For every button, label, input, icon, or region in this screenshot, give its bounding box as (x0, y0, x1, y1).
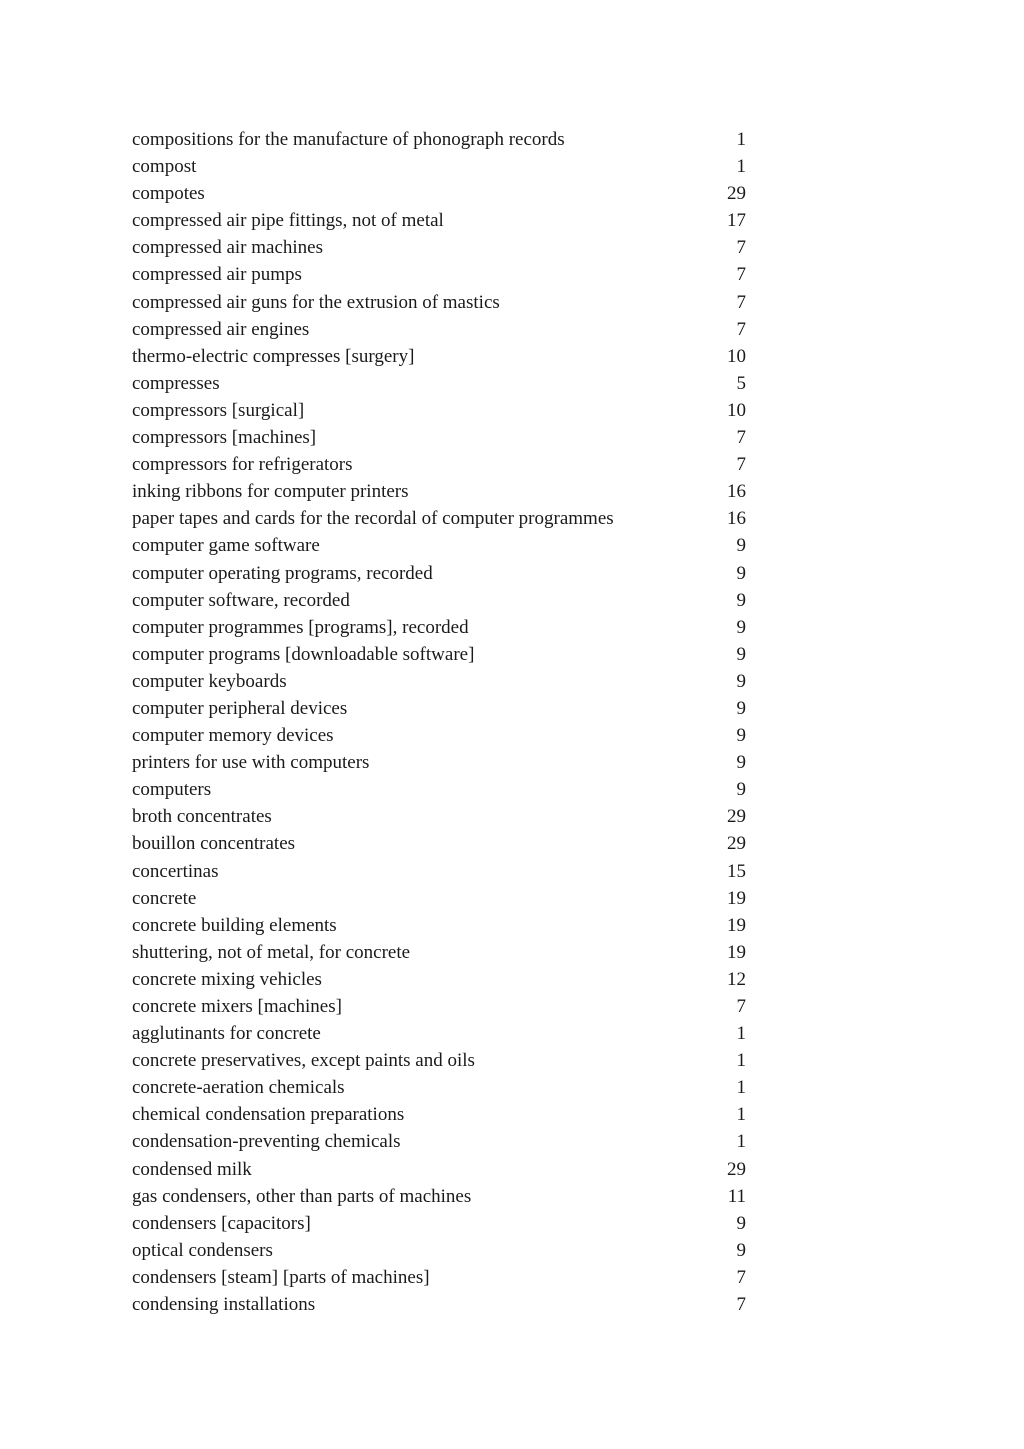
class-number: 7 (736, 1294, 746, 1316)
class-number: 1 (736, 1131, 746, 1153)
class-number: 1 (736, 1050, 746, 1072)
list-item (132, 641, 746, 668)
class-number: 7 (736, 427, 746, 449)
list-item (132, 180, 746, 207)
goods-term: shuttering, not of metal, for concrete (132, 941, 411, 963)
list-item (132, 668, 746, 695)
goods-term: computer peripheral devices (132, 697, 348, 719)
list-item (132, 126, 746, 153)
goods-term: chemical condensation preparations (132, 1104, 405, 1126)
class-number: 9 (736, 589, 746, 611)
goods-term: compotes (132, 183, 205, 205)
goods-term: concrete-aeration chemicals (132, 1077, 345, 1099)
list-item (132, 912, 746, 939)
class-number: 7 (736, 237, 746, 259)
list-item (132, 1074, 746, 1101)
goods-term: concrete mixers [machines] (132, 996, 342, 1017)
class-number: 19 (727, 941, 746, 963)
goods-term: paper tapes and cards for the recordal of computer programmes (132, 508, 614, 530)
class-number: 9 (736, 562, 746, 584)
class-number: 7 (736, 291, 746, 313)
class-number: 17 (727, 210, 746, 232)
class-number: 9 (736, 725, 746, 747)
goods-term: concrete mixing vehicles (132, 968, 322, 990)
list-item (132, 1264, 746, 1291)
class-number: 9 (736, 752, 746, 774)
class-number: 9 (736, 616, 746, 638)
goods-term: inking ribbons for computer printers (132, 481, 409, 503)
goods-term: compressed air guns for the extrusion of mastics (132, 291, 500, 313)
list-item (132, 370, 746, 397)
list-item (132, 505, 746, 532)
goods-term: compressed air engines (132, 318, 310, 340)
goods-term: concrete (132, 887, 197, 909)
goods-term: condensing installations (132, 1294, 316, 1316)
class-number: 15 (727, 860, 746, 882)
list-item (132, 424, 746, 451)
list-item (132, 153, 746, 180)
goods-class-list (132, 126, 746, 1318)
goods-term: compressors [machines] (132, 427, 317, 449)
class-number: 10 (727, 399, 746, 421)
list-item (132, 1237, 746, 1264)
list-item (132, 966, 746, 993)
list-item (132, 289, 746, 316)
class-number: 19 (727, 914, 746, 936)
class-number: 7 (736, 1266, 746, 1288)
goods-term: computer programs [downloadable software] (132, 643, 475, 665)
class-number: 16 (727, 508, 746, 530)
list-item (132, 316, 746, 343)
goods-term: compost (132, 156, 197, 178)
class-number: 9 (736, 697, 746, 719)
goods-term: compressed air pumps (132, 264, 302, 286)
list-item (132, 939, 746, 966)
list-item (132, 858, 746, 885)
list-item (132, 560, 746, 587)
goods-term: condensers [steam] [parts of machines] (132, 1266, 430, 1288)
list-item (132, 614, 746, 641)
list-item (132, 1156, 746, 1183)
class-number: 1 (736, 156, 746, 178)
list-item (132, 722, 746, 749)
goods-term: computer operating programs, recorded (132, 562, 433, 584)
goods-term: bouillon concentrates (132, 833, 296, 855)
list-item (132, 1210, 746, 1237)
class-number: 9 (736, 779, 746, 801)
class-number: 29 (727, 1158, 746, 1180)
list-item (132, 343, 746, 370)
class-number: 9 (736, 1239, 746, 1261)
list-item (132, 830, 746, 857)
list-item (132, 695, 746, 722)
list-item (132, 1183, 746, 1210)
goods-term: compressors [surgical] (132, 399, 305, 421)
list-item (132, 207, 746, 234)
class-number: 9 (736, 643, 746, 665)
class-number: 19 (727, 887, 746, 909)
list-item (132, 776, 746, 803)
goods-term: computer keyboards (132, 670, 287, 692)
goods-term: agglutinants for concrete (132, 1023, 321, 1045)
goods-term: thermo-electric compresses [surgery] (132, 345, 415, 367)
list-item (132, 451, 746, 478)
goods-term: compressed air machines (132, 237, 323, 259)
goods-term: computers (132, 779, 212, 801)
goods-term: computer software, recorded (132, 589, 350, 611)
class-number: 12 (727, 968, 746, 990)
goods-term: compressed air pipe fittings, not of metal (132, 210, 444, 232)
class-number: 16 (727, 481, 746, 503)
class-number: 29 (727, 183, 746, 205)
list-item (132, 587, 746, 614)
goods-term: printers for use with computers (132, 752, 370, 774)
list-item (132, 1291, 746, 1318)
list-item (132, 532, 746, 559)
list-item (132, 234, 746, 261)
class-number: 9 (736, 1212, 746, 1234)
goods-term: condensers [capacitors] (132, 1212, 311, 1234)
class-number: 7 (736, 318, 746, 340)
goods-term: condensation-preventing chemicals (132, 1131, 401, 1153)
list-item (132, 1101, 746, 1128)
class-number: 29 (727, 806, 746, 828)
goods-term: gas condensers, other than parts of machines (132, 1185, 472, 1207)
goods-term: compositions for the manufacture of phonograph records (132, 129, 565, 150)
list-item (132, 1047, 746, 1074)
list-item (132, 1020, 746, 1047)
class-number: 7 (736, 264, 746, 286)
class-number: 29 (727, 833, 746, 855)
goods-term: optical condensers (132, 1239, 273, 1261)
goods-term: condensed milk (132, 1158, 252, 1180)
class-number: 7 (736, 454, 746, 476)
goods-term: compressors for refrigerators (132, 454, 353, 476)
class-number: 1 (736, 1077, 746, 1099)
class-number: 1 (736, 1104, 746, 1126)
class-number: 9 (736, 535, 746, 557)
goods-term: compresses (132, 372, 220, 394)
list-item (132, 261, 746, 288)
class-number: 7 (736, 996, 746, 1017)
goods-term: computer programmes [programs], recorded (132, 616, 469, 638)
list-item (132, 885, 746, 912)
list-item (132, 993, 746, 1020)
goods-term: computer game software (132, 535, 320, 557)
goods-term: concrete preservatives, except paints and oils (132, 1050, 475, 1072)
list-item (132, 803, 746, 830)
list-item (132, 749, 746, 776)
list-item (132, 397, 746, 424)
class-number: 9 (736, 670, 746, 692)
goods-term: concrete building elements (132, 914, 337, 936)
class-number: 11 (727, 1185, 746, 1207)
goods-term: broth concentrates (132, 806, 272, 828)
class-number: 1 (736, 129, 746, 150)
goods-term: computer memory devices (132, 725, 334, 747)
goods-term: concertinas (132, 860, 219, 882)
list-item (132, 478, 746, 505)
class-number: 5 (736, 372, 746, 394)
class-number: 1 (736, 1023, 746, 1045)
list-item (132, 1128, 746, 1155)
class-number: 10 (727, 345, 746, 367)
